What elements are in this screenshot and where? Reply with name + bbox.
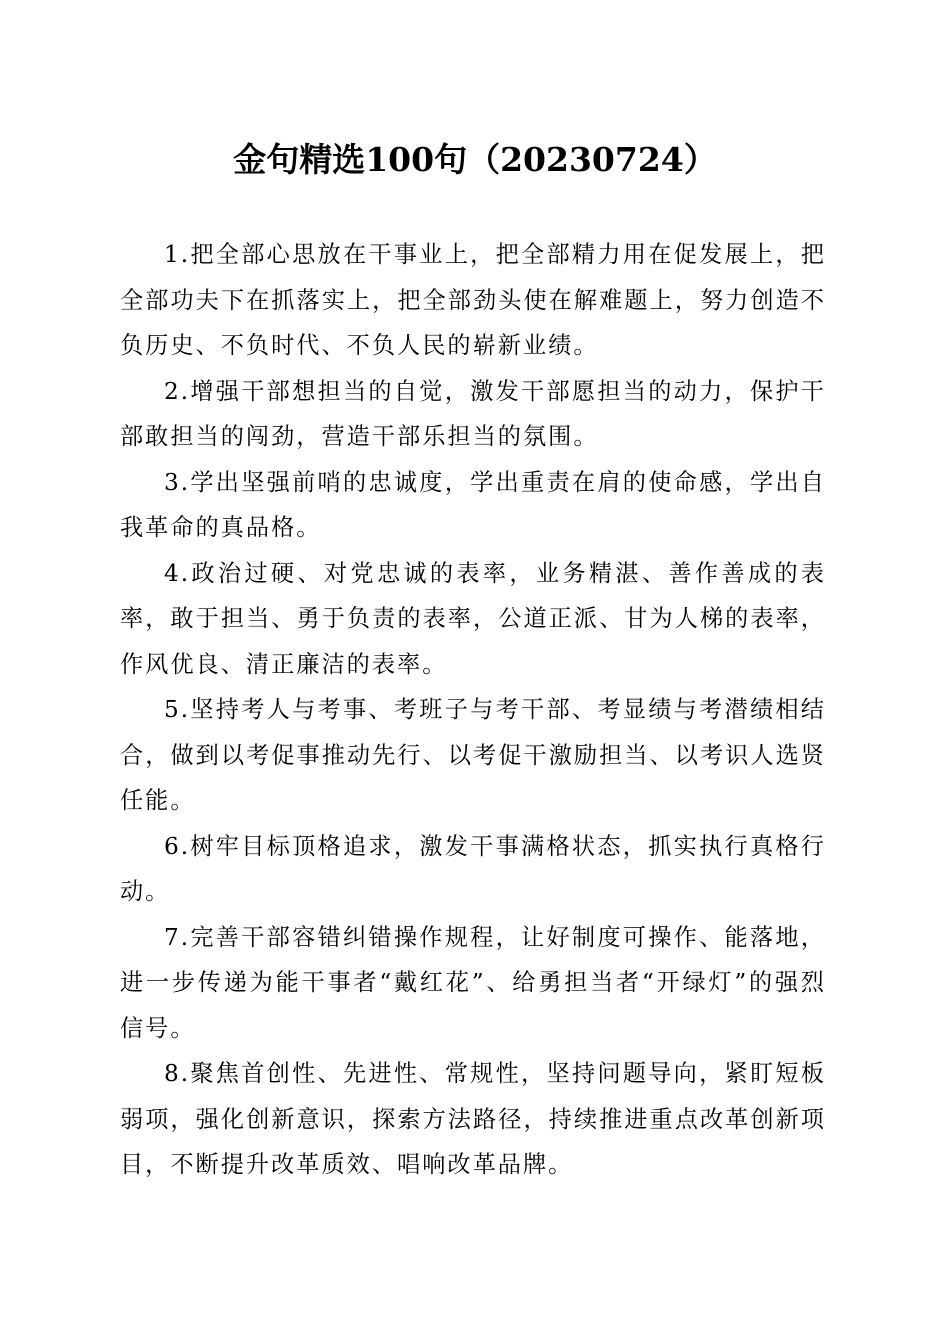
paragraph-3: 3.学出坚强前哨的忠诚度，学出重责在肩的使命感，学出自我革命的真品格。 bbox=[120, 468, 826, 541]
paragraph-4: 4.政治过硬、对党忠诚的表率，业务精湛、善作善成的表率，敢于担当、勇于负责的表率，公道正派、甘为人梯的表率，作风优良、清正廉洁的表率。 bbox=[120, 559, 826, 678]
paragraph-5: 5.坚持考人与考事、考班子与考干部、考显绩与考潜绩相结合，做到以考促事推动先行、以考促干激励担当、以考识人选贤任能。 bbox=[120, 696, 826, 814]
page-title: 金句精选100句（20230724） bbox=[233, 140, 717, 179]
paragraph-6: 6.树牢目标顶格追求，激发干事满格状态，抓实执行真格行动。 bbox=[120, 832, 826, 905]
paragraph-8: 8.聚焦首创性、先进性、常规性，坚持问题导向，紧盯短板弱项，强化创新意识，探索方法路径，持续推进重点改革创新项目，不断提升改革质效、唱响改革品牌。 bbox=[120, 1060, 826, 1178]
paragraph-2: 2.增强干部想担当的自觉，激发干部愿担当的动力，保护干部敢担当的闯劲，营造干部乐担当的氛围。 bbox=[120, 377, 826, 450]
paragraph-7: 7.完善干部容错纠错操作规程，让好制度可操作、能落地，进一步传递为能干事者“戴红花”、给勇担当者“开绿灯”的强烈信号。 bbox=[120, 923, 826, 1042]
paragraph-1: 1.把全部心思放在干事业上，把全部精力用在促发展上，把全部功夫下在抓落实上，把全部劲头使在解难题上，努力创造不负历史、不负时代、不负人民的崭新业绩。 bbox=[120, 241, 826, 359]
document-body bbox=[120, 232, 826, 1188]
